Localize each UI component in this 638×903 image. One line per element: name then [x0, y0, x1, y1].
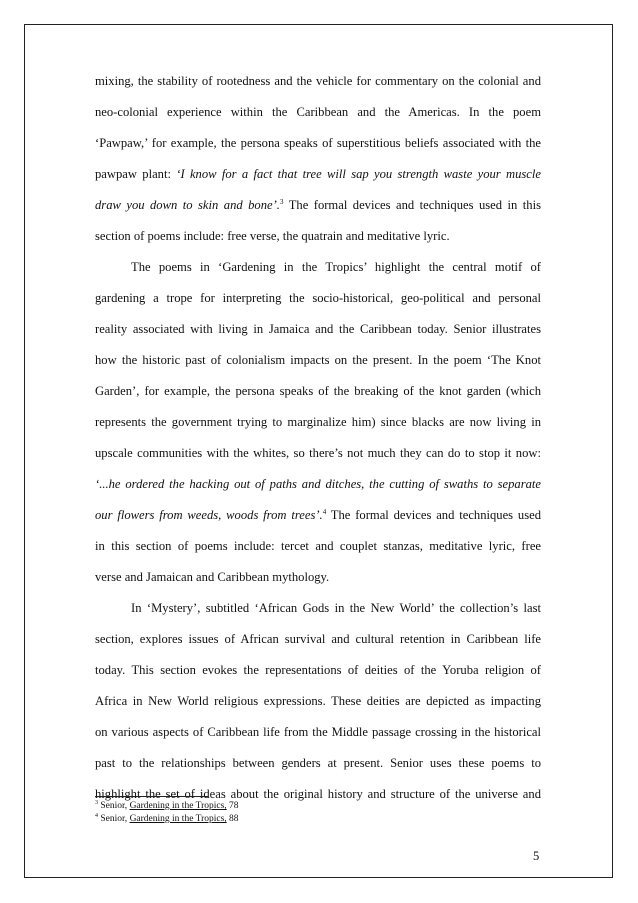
body-text: The formal devices and techniques used in this [283, 198, 541, 212]
footnote-page: 78 [226, 801, 239, 811]
body-line: today. This section evokes the representations of deities of the Yoruba religion of [95, 663, 541, 677]
body-line: highlight the set of ideas about the original history and structure of the universe and [95, 787, 541, 801]
body-line: represents the government trying to marginalize him) since blacks are now living in [95, 415, 541, 429]
footnote-number: 3 [95, 799, 98, 806]
body-line: upscale communities with the whites, so there’s not much they can do to stop it now: [95, 446, 541, 460]
footnote-ref[interactable]: 4 [322, 507, 327, 516]
footnote-divider [95, 796, 208, 797]
body-line [95, 197, 541, 213]
body-line: how the historic past of colonialism impacts on the present. In the poem ‘The Knot [95, 353, 541, 367]
footnote [95, 800, 239, 812]
footnote-ref[interactable]: 3 [279, 197, 284, 206]
poem-quote: ‘...he ordered the hacking out of paths and ditches, the cutting of swaths to separate [95, 477, 541, 491]
footnote [95, 813, 239, 825]
poem-quote: draw you down to skin and bone’. [95, 198, 280, 212]
body-line: ‘Pawpaw,’ for example, the persona speaks of superstitious beliefs associated with the [95, 136, 541, 150]
body-text: The formal devices and techniques used [326, 508, 542, 522]
body-line [95, 476, 541, 492]
body-line: on various aspects of Caribbean life from the Middle passage crossing in the historical [95, 725, 541, 739]
body-text: pawpaw plant: [95, 167, 177, 181]
page-number: 5 [533, 849, 540, 863]
body-line: Africa in New World religious expressions. These deities are depicted as impacting [95, 694, 541, 708]
body-line [95, 507, 541, 523]
body-line: in this section of poems include: tercet and couplet stanzas, meditative lyric, free [95, 539, 541, 553]
body-line: neo-colonial experience within the Caribbean and the Americas. In the poem [95, 105, 541, 119]
body-line [95, 166, 541, 182]
footnote-author: Senior, [100, 814, 130, 824]
poem-quote: our flowers from weeds, woods from trees’. [95, 508, 323, 522]
body-line: verse and Jamaican and Caribbean mythology. [95, 570, 330, 584]
footnote-title: Gardening in the Tropics, [129, 814, 227, 824]
footnote-number: 4 [95, 812, 98, 819]
body-line: gardening a trope for interpreting the socio-historical, geo-political and personal [95, 291, 541, 305]
body-line: section, explores issues of African survival and cultural retention in Caribbean life [95, 632, 541, 646]
poem-quote: ‘I know for a fact that tree will sap you strength waste your muscle [176, 167, 541, 181]
footnote-page: 88 [226, 814, 239, 824]
footnote-title: Gardening in the Tropics, [129, 801, 227, 811]
body-line: In ‘Mystery’, subtitled ‘African Gods in the New World’ the collection’s last [131, 601, 541, 615]
footnote-author: Senior, [100, 801, 130, 811]
body-line: past to the relationships between genders at present. Senior uses these poems to [95, 756, 541, 770]
body-line: The poems in ‘Gardening in the Tropics’ highlight the central motif of [131, 260, 541, 274]
body-line: mixing, the stability of rootedness and the vehicle for commentary on the colonial and [95, 74, 541, 88]
body-line: reality associated with living in Jamaica and the Caribbean today. Senior illustrates [95, 322, 541, 336]
body-line: section of poems include: free verse, the quatrain and meditative lyric. [95, 229, 450, 243]
body-line: Garden’, for example, the persona speaks of the breaking of the knot garden (which [95, 384, 541, 398]
